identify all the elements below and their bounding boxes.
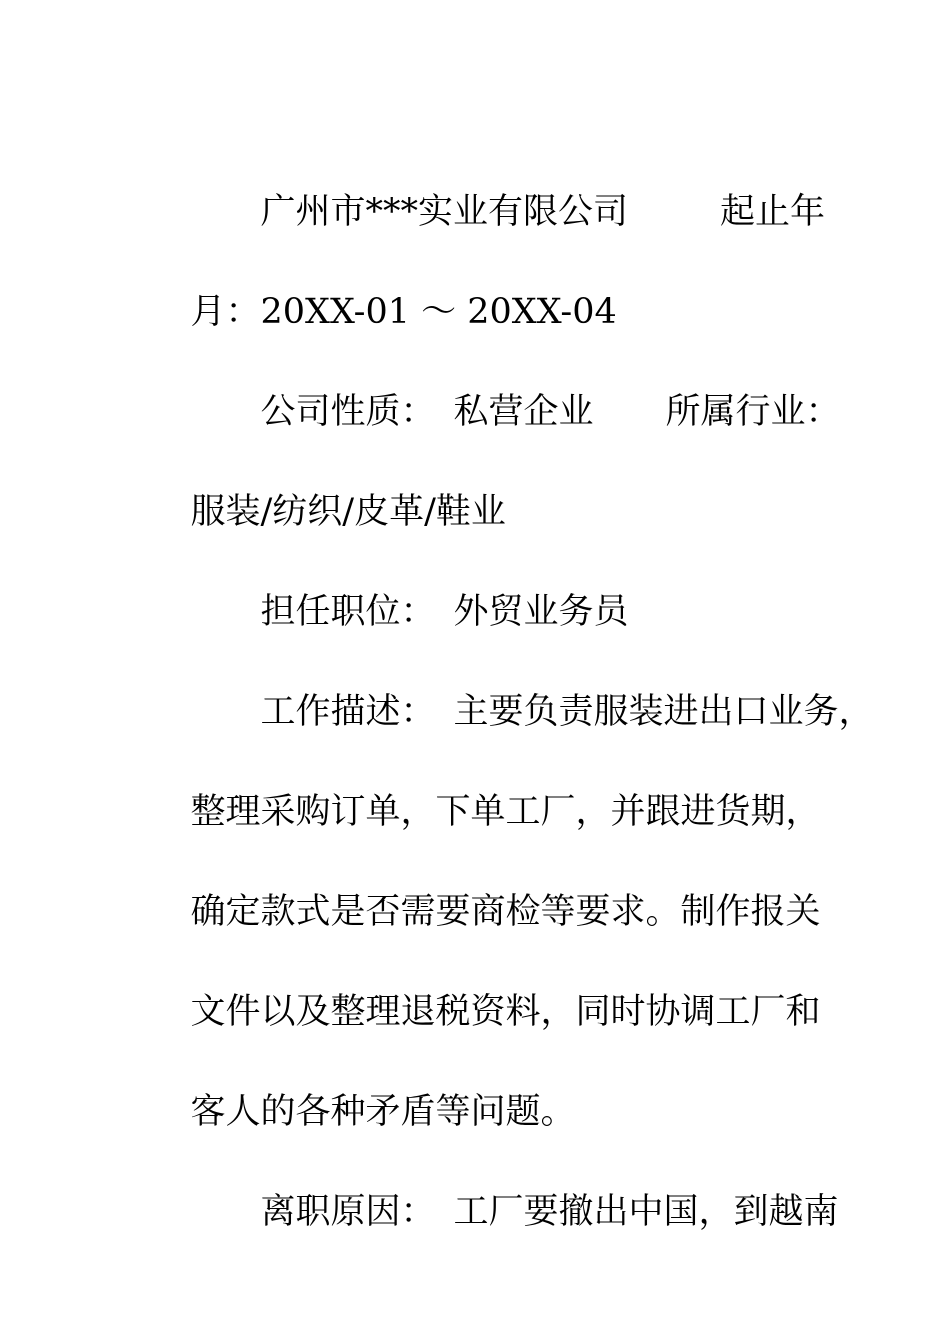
line-leave-reason bbox=[216, 1122, 839, 1232]
description-label: 工作描述： bbox=[260, 692, 436, 732]
line-description-5 bbox=[146, 1022, 826, 1132]
line-description bbox=[216, 622, 874, 732]
line-company bbox=[216, 122, 826, 232]
industry-value: 服装/纺织/皮革/鞋业 bbox=[190, 492, 506, 532]
line-description-2 bbox=[146, 722, 826, 832]
line-description-4 bbox=[146, 922, 826, 1032]
leave-reason-value: 工厂要撤出中国，到越南 bbox=[453, 1192, 839, 1232]
line-industry bbox=[146, 422, 826, 532]
line-description-3 bbox=[146, 822, 826, 932]
period-label-start: 起止年 bbox=[720, 192, 826, 232]
description-text: 文件以及整理退税资料，同时协调工厂和 bbox=[190, 992, 821, 1032]
period-value: 月：20XX-01 ～ 20XX-04 bbox=[190, 292, 617, 332]
description-text: 确定款式是否需要商检等要求。制作报关 bbox=[190, 892, 821, 932]
description-text: 整理采购订单，下单工厂，并跟进货期， bbox=[190, 792, 821, 832]
leave-reason-label: 离职原因： bbox=[260, 1192, 436, 1232]
position-label: 担任职位： bbox=[260, 592, 436, 632]
line-period bbox=[146, 222, 826, 332]
position-value: 外贸业务员 bbox=[453, 592, 629, 632]
company-type-label: 公司性质： bbox=[260, 392, 436, 432]
company-name: 广州市***实业有限公司 bbox=[260, 192, 629, 232]
line-position bbox=[216, 522, 826, 632]
line-company-type bbox=[216, 322, 841, 432]
description-text-start: 主要负责服装进出口业务， bbox=[453, 692, 874, 732]
description-text: 客人的各种矛盾等问题。 bbox=[190, 1092, 576, 1132]
industry-label: 所属行业： bbox=[665, 392, 841, 432]
company-type-value: 私营企业 bbox=[453, 392, 594, 432]
